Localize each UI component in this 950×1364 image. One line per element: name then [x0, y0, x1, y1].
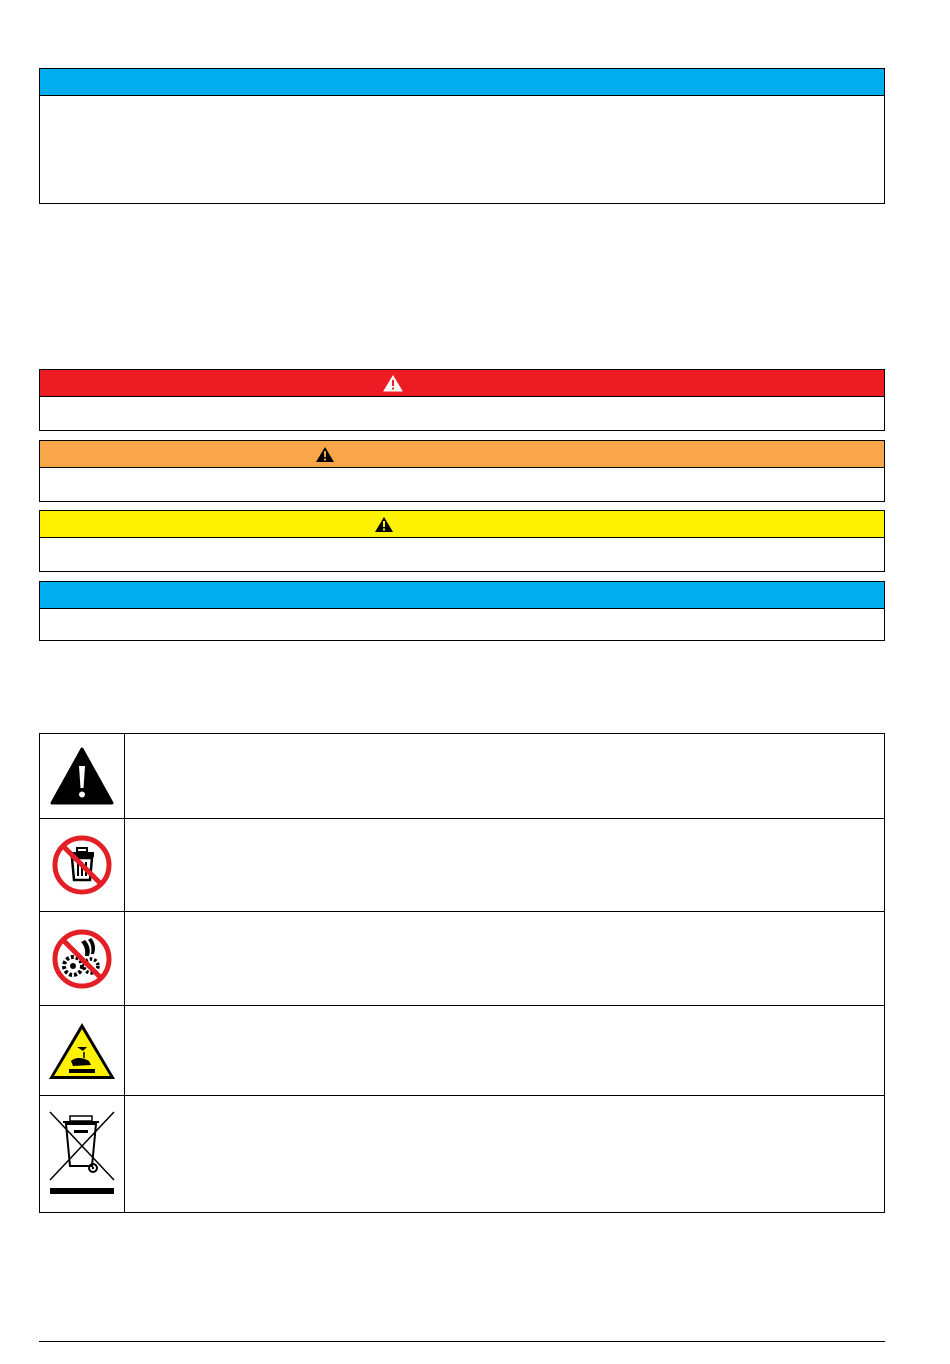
symbol-cell: [40, 1096, 125, 1213]
symbol-description: [125, 1006, 885, 1096]
symbol-description: [125, 819, 885, 912]
symbol-cell: [40, 912, 125, 1006]
no-trash-disposal-icon: [51, 834, 113, 896]
caution-box: [39, 510, 885, 572]
notice-box: [39, 581, 885, 641]
warning-box: [39, 440, 885, 502]
symbol-description: [125, 912, 885, 1006]
top-notice-box: [39, 68, 885, 204]
table-row: [40, 912, 885, 1006]
table-row: [40, 1006, 885, 1096]
caution-header-bar: [40, 511, 884, 538]
safety-symbols-table: [39, 733, 885, 1213]
warning-body-text: [40, 468, 884, 480]
warning-triangle-icon: [374, 516, 394, 533]
weee-crossed-bin-icon: [48, 1110, 116, 1198]
table-row: [40, 734, 885, 819]
notice-small-header-bar: [40, 582, 884, 609]
notice-small-body-text: [40, 609, 884, 621]
notice-body-text: [40, 96, 884, 108]
warning-header-bar: [40, 441, 884, 468]
table-row: [40, 819, 885, 912]
no-hands-near-gears-icon: [51, 928, 113, 990]
caution-body-text: [40, 538, 884, 550]
notice-header-bar: [40, 69, 884, 96]
symbol-cell: [40, 819, 125, 912]
warning-triangle-icon: [383, 375, 403, 392]
symbol-cell: [40, 734, 125, 819]
general-warning-icon: [49, 746, 115, 806]
danger-header-bar: [40, 370, 884, 397]
symbol-cell: [40, 1006, 125, 1096]
table-row: [40, 1096, 885, 1213]
footer-rule: [39, 1341, 885, 1342]
corrosive-chemical-icon: [47, 1021, 117, 1081]
danger-box: [39, 369, 885, 431]
danger-body-text: [40, 397, 884, 409]
symbol-description: [125, 1096, 885, 1213]
warning-triangle-icon: [315, 446, 335, 463]
symbol-description: [125, 734, 885, 819]
